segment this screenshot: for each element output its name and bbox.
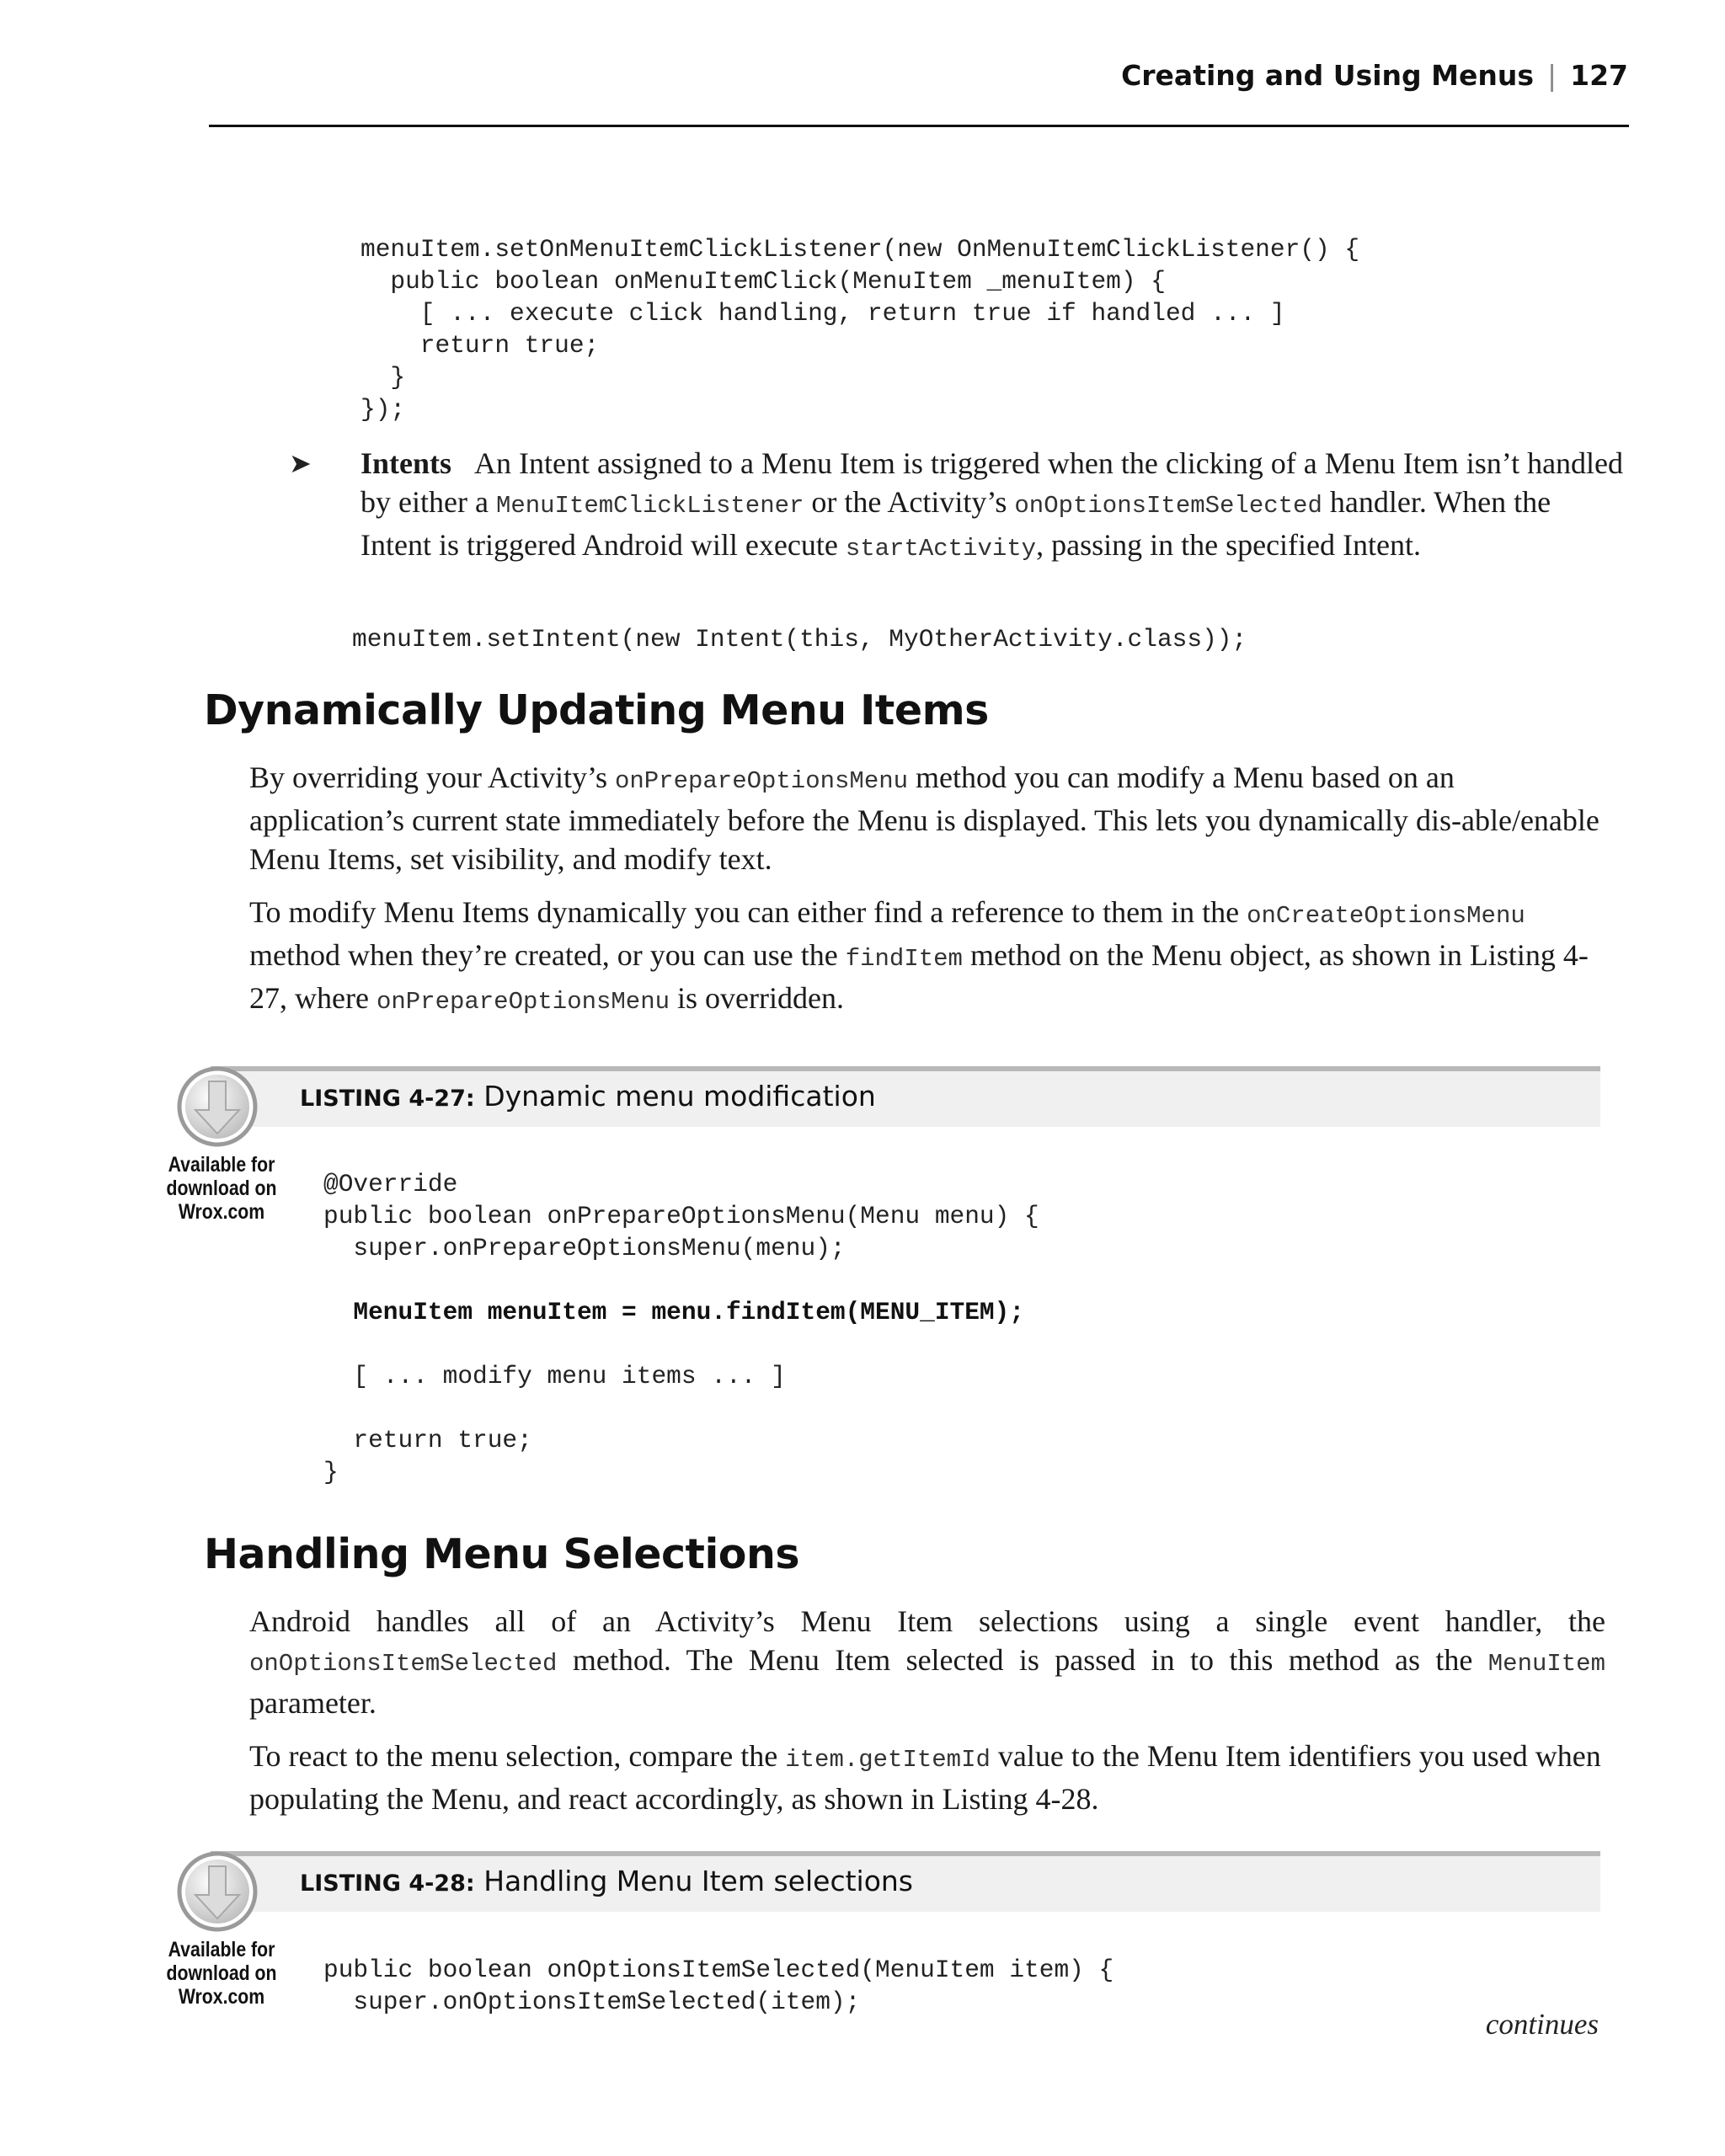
bullet-arrow-icon: ➤ [289, 448, 312, 478]
listing-caption [300, 1080, 876, 1113]
inline-code: item.getItemId [785, 1746, 991, 1774]
bullet-text: An Intent assigned to a Menu Item is triggered when the clicking of a Menu Item isn’t handled by either a [360, 446, 1624, 519]
section-title: Creating and Using Menus [1121, 59, 1534, 92]
code-line: @Override [323, 1170, 458, 1198]
paragraph [249, 1602, 1605, 1722]
code-line: } [360, 363, 406, 392]
bullet-text: or the Activity’s [804, 485, 1015, 519]
inline-code: onOptionsItemSelected [1014, 492, 1322, 520]
code-line: } [323, 1458, 339, 1486]
inline-code: startActivity [845, 535, 1037, 563]
section-heading: Dynamically Updating Menu Items [204, 686, 989, 734]
inline-code: findItem [845, 945, 963, 973]
paragraph-text: parameter. [249, 1686, 377, 1720]
code-block-set-intent [352, 623, 1247, 655]
code-line: public boolean onPrepareOptionsMenu(Menu menu) { [323, 1202, 1039, 1230]
bullet-text: , passing in the specified Intent. [1036, 528, 1421, 562]
paragraph-text: To react to the menu selection, compare the [249, 1739, 786, 1773]
inline-code: onCreateOptionsMenu [1247, 902, 1525, 930]
code-line: super.onOptionsItemSelected(item); [323, 1988, 861, 2016]
inline-code: onOptionsItemSelected [249, 1650, 558, 1678]
code-line: return true; [360, 331, 600, 360]
code-line: public boolean onMenuItemClick(MenuItem _menuItem) { [360, 267, 1166, 296]
code-line: }); [360, 395, 406, 424]
listing-title: Dynamic menu modification [483, 1080, 876, 1113]
listing-code [323, 1954, 1114, 2018]
section-heading: Handling Menu Selections [204, 1530, 799, 1578]
download-note [164, 1938, 279, 2009]
inline-code: onPrepareOptionsMenu [614, 767, 909, 795]
download-arrow-icon [177, 1851, 258, 1932]
listing-title: Handling Menu Item selections [483, 1865, 913, 1897]
download-note-line: download on [166, 1177, 277, 1200]
code-line: [ ... modify menu items ... ] [323, 1362, 786, 1390]
code-line: return true; [323, 1426, 532, 1454]
paragraph-text: is overridden. [670, 981, 844, 1015]
code-line: [ ... execute click handling, return true if handled ... ] [360, 299, 1285, 328]
inline-code: onPrepareOptionsMenu [376, 988, 670, 1016]
continues-note: continues [1485, 2008, 1599, 2041]
running-head [1121, 59, 1628, 92]
paragraph [249, 893, 1605, 1022]
paragraph [249, 758, 1605, 878]
code-line: menuItem.setOnMenuItemClickListener(new OnMenuItemClickListener() { [360, 235, 1360, 264]
paragraph-text: value to the Menu Item identifiers you used when populating the Menu, and react accordingly, as shown in Listing 4-28. [249, 1739, 1601, 1816]
code-line: public boolean onOptionsItemSelected(MenuItem item) { [323, 1956, 1114, 1984]
code-line: menuItem.setIntent(new Intent(this, MyOtherActivity.class)); [352, 625, 1247, 654]
inline-code: MenuItemClickListener [495, 492, 804, 520]
header-rule [209, 125, 1629, 127]
paragraph-text: method when they’re created, or you can use the [249, 938, 846, 972]
download-note-line: download on [166, 1961, 277, 1985]
download-note-line: Available for [168, 1938, 275, 1961]
listing-label: LISTING 4-28: [300, 1870, 475, 1897]
download-note-line: Available for [168, 1153, 275, 1177]
bullet-text: handler. When the Intent is triggered Android will execute [360, 485, 1551, 562]
download-note-line: Wrox.com [178, 1985, 265, 2009]
paragraph-text: To modify Menu Items dynamically you can either find a reference to them in the [249, 895, 1247, 929]
listing-caption [300, 1865, 913, 1897]
page-number: 127 [1570, 59, 1628, 92]
listing-label: LISTING 4-27: [300, 1086, 475, 1112]
download-note [164, 1153, 279, 1224]
paragraph-text: By overriding your Activity’s [249, 760, 615, 794]
bullet-intents [360, 444, 1624, 568]
paragraph-text: method on the Menu object, as shown in Listing 4-27, where [249, 938, 1589, 1015]
listing-code [323, 1168, 1039, 1488]
code-line: super.onPrepareOptionsMenu(menu); [323, 1234, 846, 1262]
head-separator: | [1546, 59, 1557, 92]
paragraph-text: Android handles all of an Activity’s Menu Item selections using a single event handler, the [249, 1604, 1605, 1638]
bullet-term: Intents [360, 446, 452, 480]
download-arrow-icon [177, 1066, 258, 1147]
download-note-line: Wrox.com [178, 1200, 265, 1224]
paragraph-text: method. The Menu Item selected is passed in to this method as the [557, 1643, 1488, 1677]
code-line-highlighted: MenuItem menuItem = menu.findItem(MENU_ITEM); [323, 1298, 1025, 1326]
inline-code: MenuItem [1487, 1650, 1605, 1678]
code-block-click-listener [360, 233, 1359, 425]
paragraph [249, 1737, 1605, 1818]
paragraph-text: method you can modify a Menu based on an application’s current state immediately before the Menu is displayed. This lets you dynamically dis-able/enable Menu Items, set visibility, and modify text. [249, 760, 1599, 876]
